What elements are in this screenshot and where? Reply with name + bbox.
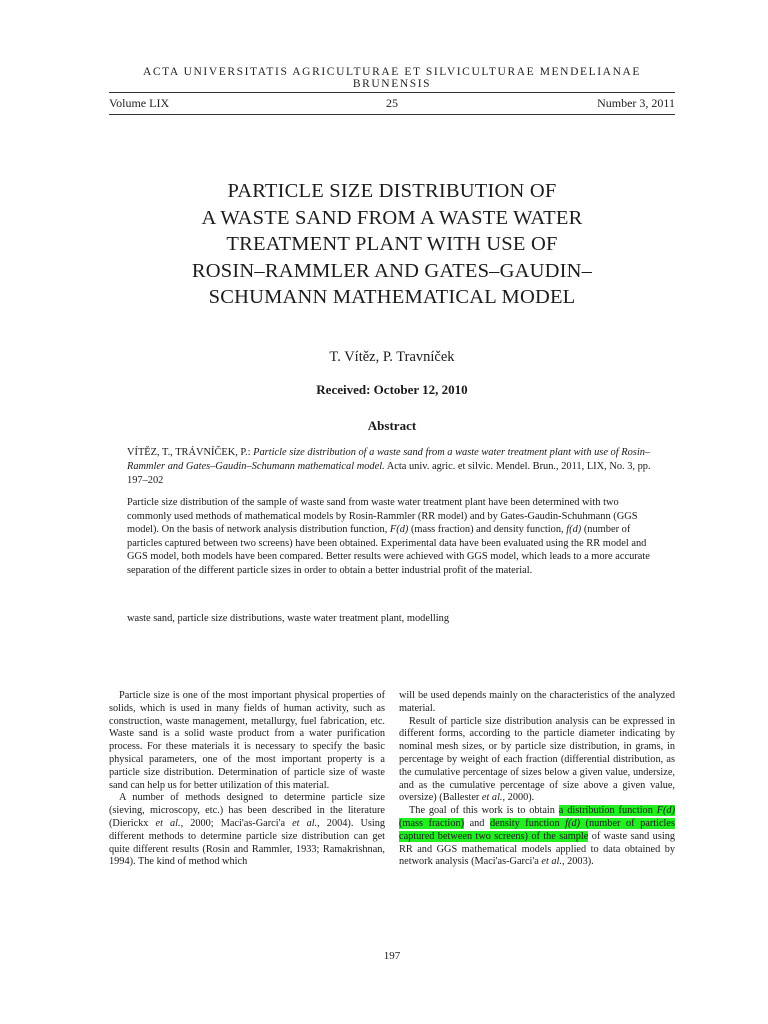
citation	[127, 446, 659, 488]
abstract-text-part: (number of particles captured between two screens) have been obtained. Experimental data have been evaluated using the RR model and GGS model, both models have been compared. Better results were achieved with GGS model, which leads to a more accurate separation of the different particle sizes in order to obtain a better industrial profit of the material.	[127, 524, 650, 576]
body-text: and	[464, 817, 490, 829]
body-text: (number of particles captured between two screens) of the sample	[399, 817, 675, 842]
header-rule-top	[109, 92, 675, 93]
citation-etal: et al.	[541, 856, 562, 868]
citation-authors: VÍTĚZ, T., TRÁVNÍČEK, P.:	[127, 447, 251, 458]
journal-name: ACTA UNIVERSITATIS AGRICULTURAE ET SILVICULTURAE MENDELIANAE BRUNENSIS	[142, 66, 642, 90]
citation-etal: et al.	[481, 792, 503, 804]
issue-page-label: 25	[386, 96, 398, 110]
body-text: (mass fraction)	[399, 817, 465, 829]
header-rule-bottom	[109, 114, 675, 115]
abstract-heading: Abstract	[367, 418, 417, 433]
body-paragraph	[109, 792, 385, 869]
citation-title: Particle size distribution of a waste sand from a waste water treatment plant with use of Rosin–Rammler and Gates–Gaudin–Schumann mathematical model.	[127, 447, 651, 472]
title-line: SCHUMANN MATHEMATICAL MODEL	[208, 286, 576, 308]
body-paragraph: Particle size is one of the most important physical properties of solids, which is used in many fields of human activity, such as construction, waste management, metallurgy, fuel fabrication, etc. Waste sand is a solid waste product from a water purification process. For these materials it is necessary to specify the basic physical parameters, one of the most important property is a particle size distribution. Determination of particle size of waste sand can help us for better utilization of this material.	[109, 690, 385, 791]
abstract-text	[127, 496, 659, 578]
volume-label: Volume LIX	[109, 96, 170, 110]
article-title	[109, 178, 675, 311]
abstract-text-part: (mass fraction) and density function,	[408, 524, 567, 536]
abstract-formula: f(d)	[566, 524, 582, 536]
abstract-formula: F(d)	[389, 524, 409, 536]
page-number: 197	[383, 950, 401, 962]
body-text: A number of methods designed to determine particle size (sieving, microscopy, etc.) has been described in the literature (Dierickx	[109, 792, 385, 829]
citation-etal: et al.	[155, 817, 181, 829]
body-column-left	[109, 690, 385, 869]
body-paragraph	[399, 716, 675, 806]
body-text: , 2003).	[561, 856, 594, 868]
body-text: of waste sand using RR and GGS mathematical models applied to data obtained by network analysis (Maci'as-Garci'a	[399, 830, 675, 868]
body-text: The goal of this work is to obtain	[409, 805, 559, 817]
citation-etal: et al.	[292, 817, 318, 829]
body-text: , 2000; Maci'as-Garci'a	[180, 817, 293, 829]
article-authors: T. Vítěz, P. Travníček	[329, 349, 455, 365]
formula: F(d)	[656, 805, 675, 817]
body-paragraph	[399, 805, 675, 869]
formula: f(d)	[565, 817, 581, 829]
issue-number-label: Number 3, 2011	[597, 96, 675, 110]
title-line: PARTICLE SIZE DISTRIBUTION OF	[227, 180, 557, 202]
received-date: Received: October 12, 2010	[316, 382, 468, 397]
body-paragraph: will be used depends mainly on the characteristics of the analyzed material.	[399, 690, 675, 714]
body-column-right	[399, 690, 675, 869]
body-text: a distribution function	[558, 805, 657, 817]
title-line: ROSIN–RAMMLER AND GATES–GAUDIN–	[191, 259, 593, 282]
body-text: Result of particle size distribution analysis can be expressed in different forms, according to the particle diameter indicating by nominal mesh sizes, or by particle size distribution, in grams, in percentage by weight of each fraction (differential distribution, as the cumulative percentage of sizes below a given value, undersize, and as the cumulative percentage of size above a given value, oversize) (Ballester	[399, 715, 675, 804]
keywords: waste sand, particle size distributions, waste water treatment plant, modelling	[127, 613, 450, 624]
title-line: TREATMENT PLANT WITH USE OF	[226, 233, 558, 255]
citation-source: Acta univ. agric. et silvic. Mendel. Brun., 2011, LIX, No. 3, pp. 197–202	[127, 461, 651, 486]
body-text: , 2004). Using different methods to determine particle size distribution can get quite different results (Rosin and Rammler, 1933; Ramakrishnan, 1994). The kind of method which	[109, 817, 386, 868]
body-text: , 2000).	[502, 792, 535, 804]
abstract-text-part: Particle size distribution of the sample of waste sand from waste water treatment plant have been determined with two commonly used methods of mathematical models by Rosin-Rammler (RR model) and by Gates-Gaudin-Schuhmann (GGS model). On the basis of network analysis distribution function,	[127, 497, 638, 536]
title-line: A WASTE SAND FROM A WASTE WATER	[201, 206, 583, 229]
issue-info-row	[109, 96, 675, 112]
body-text: density function	[489, 817, 566, 829]
